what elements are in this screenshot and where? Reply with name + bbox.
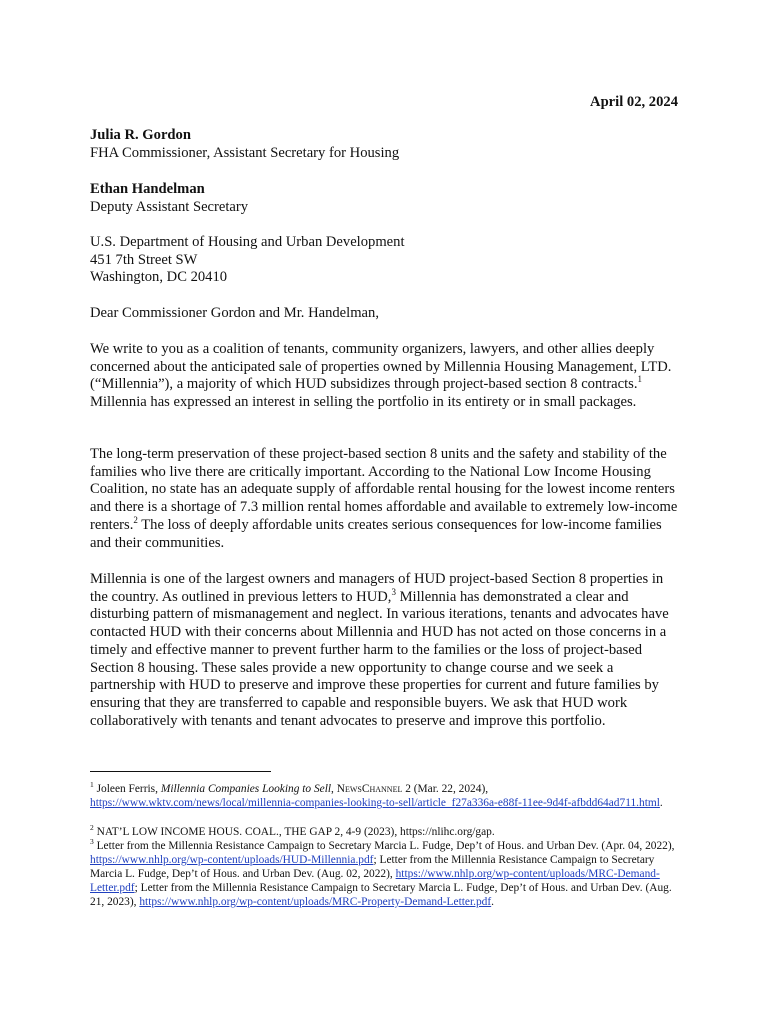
paragraph-text: Millennia has expressed an interest in selling the portfolio in its entirety or in small packages. <box>90 394 637 411</box>
footnote-number: 1 <box>90 780 94 790</box>
address-line: 451 7th Street SW <box>90 251 198 268</box>
article-title: Millennia Companies Looking to Sell <box>160 783 332 795</box>
footnote-ref[interactable]: 1 <box>637 374 643 385</box>
address-line: U.S. Department of Housing and Urban Development <box>90 234 405 250</box>
paragraph-text: The loss of deeply affordable units creates serious consequences for low-income families and their communities. <box>90 516 662 551</box>
paragraph-text: Millennia has demonstrated a clear and disturbing pattern of mismanagement and neglect. In various iterations, tenants and advocates have contacted HUD with their concerns about Millennia and HUD has not acted on those concerns in a timely and effective manner to prevent further harm to the families or the loss of project-based Section 8 housing. These sales provide a new opportunity to change course and we seek a partnership with HUD to preserve and improve these properties for current and future families by ensuring that they are transferred to capable and responsible buyers. We ask that HUD work collaboratively with tenants and tenant advocates to preserve and improve this portfolio. <box>90 588 669 729</box>
footnote-text: (Mar. 22, 2024), <box>410 783 489 795</box>
recipient-handelman <box>90 181 680 216</box>
footnote-divider <box>90 771 271 772</box>
address-line: Washington, DC 20410 <box>90 269 228 286</box>
footnote-text: ; Letter from the Millennia Resistance Campaign to Secretary Marcia L. Fudge, Dep’t of Hous. and Urban Dev. (Aug. 21, 2023), <box>90 882 672 908</box>
footnote-text: Letter from the Millennia Resistance Campaign to Secretary Marcia L. Fudge, Dep’t of Hous. and Urban Dev. (Apr. 04, 2022), <box>93 840 675 852</box>
salutation: Dear Commissioner Gordon and Mr. Handelman, <box>90 305 379 321</box>
recipient-gordon <box>90 127 680 162</box>
recipient-title: Deputy Assistant Secretary <box>90 198 249 215</box>
footnote-1 <box>90 782 680 810</box>
footnote-number: 2 <box>90 823 94 833</box>
recipient-name: Ethan Handelman <box>90 181 205 197</box>
address-block <box>90 234 680 287</box>
footnote-number: 3 <box>90 837 94 847</box>
footnote-3 <box>90 839 680 909</box>
paragraph-3 <box>90 571 680 730</box>
paragraph-text: Millennia is one of the largest owners and managers of HUD project-based Section 8 properties in the country. As outlined in previous letters to HUD, <box>90 571 664 605</box>
footnote-link[interactable]: https://www.nhlp.org/wp-content/uploads/HUD-Millennia.pdf <box>90 854 374 866</box>
footnote-text: Joleen Ferris, <box>93 783 161 795</box>
recipient-name: Julia R. Gordon <box>90 127 191 143</box>
footnote-ref[interactable]: 3 <box>391 586 396 597</box>
footnote-text: , <box>331 783 337 795</box>
paragraph-1 <box>90 341 680 412</box>
footnote-2 <box>90 825 680 839</box>
footnote-link[interactable]: https://www.nhlp.org/wp-content/uploads/MRC-Demand-Letter.pdf <box>90 868 660 894</box>
paragraph-text: The long-term preservation of these project-based section 8 units and the safety and stability of the families who live there are critically important. According to the National Low Income Housing Coalition, no state has an adequate supply of affordable rental housing for the lowest income renters and there is a shortage of 7.3 million rental homes affordable and available to extremely low-income renters. <box>90 446 678 533</box>
footnote-text: . <box>491 896 495 908</box>
paragraph-2 <box>90 446 680 552</box>
footnote-ref[interactable]: 2 <box>133 514 138 525</box>
publication-name: NewsChannel 2 <box>336 783 411 795</box>
footnote-link[interactable]: https://www.nhlp.org/wp-content/uploads/MRC-Property-Demand-Letter.pdf <box>139 896 492 908</box>
footnote-text: NAT’L LOW INCOME HOUS. COAL., THE GAP 2, 4-9 (2023), https://nlihc.org/gap. <box>93 826 495 838</box>
paragraph-text: We write to you as a coalition of tenants, community organizers, lawyers, and other allies deeply concerned about the anticipated sale of properties owned by Millennia Housing Management, LTD. (“Millennia”), a majority of which HUD subsidizes through project-based section 8 contracts. <box>90 341 672 393</box>
letter-date: April 02, 2024 <box>590 94 678 110</box>
recipient-title: FHA Commissioner, Assistant Secretary for Housing <box>90 144 400 161</box>
footnote-text: . <box>659 797 663 809</box>
footnote-link[interactable]: https://www.wktv.com/news/local/millennia-companies-looking-to-sell/article_f27a336a-e88f-11ee-9d4f-afbdd64ad711.html <box>90 797 660 809</box>
footnote-text: ; Letter from the Millennia Resistance Campaign to Secretary Marcia L. Fudge, Dep’t of Hous. and Urban Dev. (Aug. 02, 2022), <box>90 854 655 880</box>
